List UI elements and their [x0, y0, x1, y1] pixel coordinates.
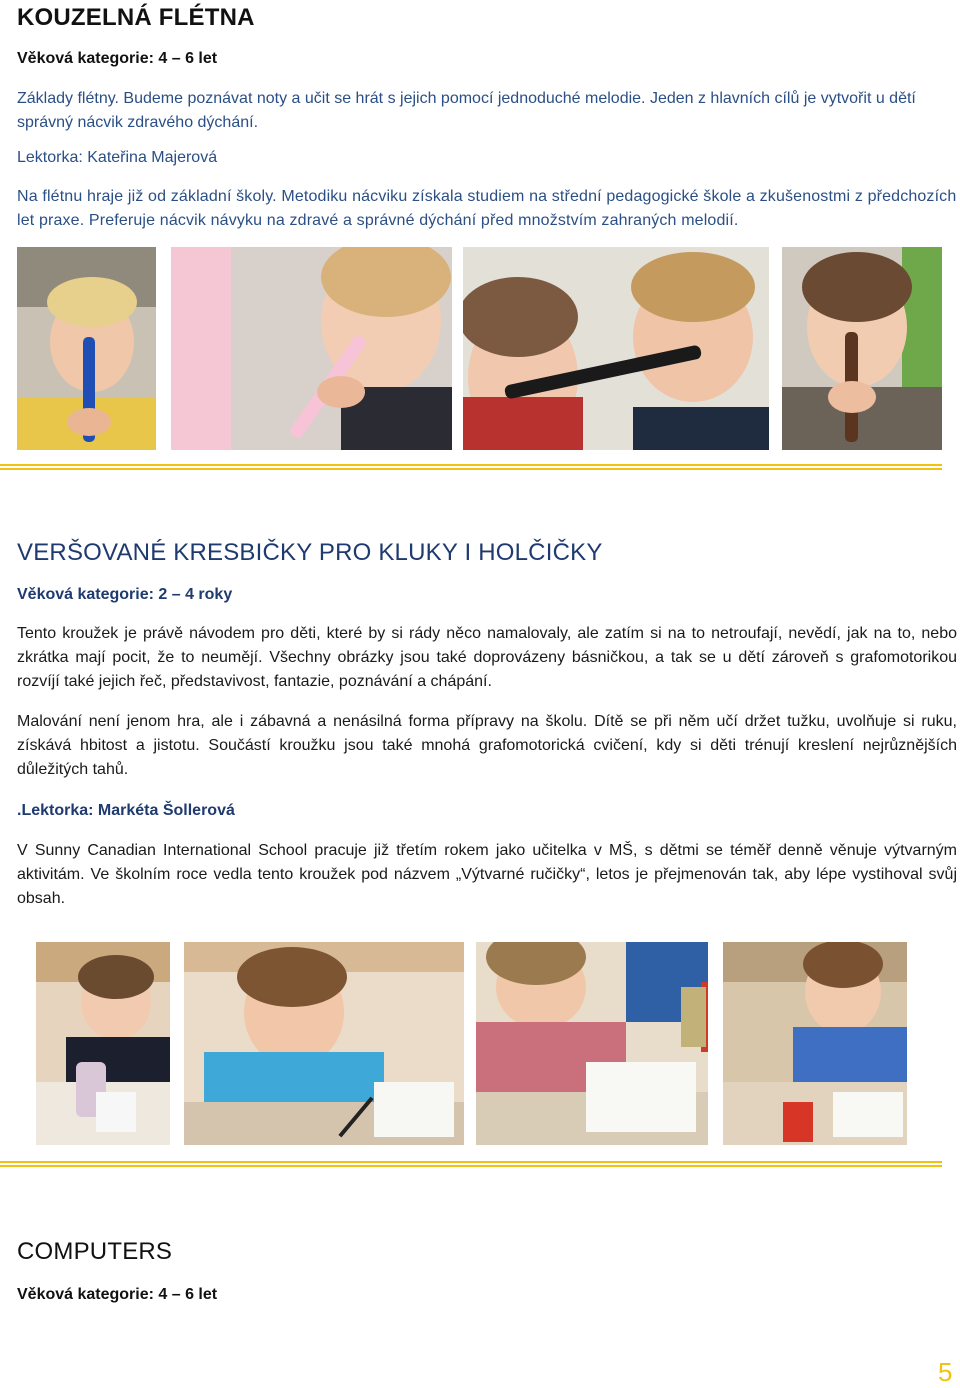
drawing-lecturer: .Lektorka: Markéta Šollerová [17, 802, 235, 819]
age-category-computers: Věková kategorie: 4 – 6 let [17, 1286, 218, 1303]
photo-boy-brown-recorder [782, 247, 942, 450]
photo-boy-glasses-drawing [476, 942, 708, 1145]
section-title-drawing: VERŠOVANÉ KRESBIČKY PRO KLUKY I HOLČIČKY [17, 539, 603, 566]
flute-lecturer: Lektorka: Kateřina Majerová [17, 149, 218, 166]
photo-kids-at-table [36, 942, 170, 1145]
section-divider-2 [0, 1161, 942, 1167]
page-number: 5 [938, 1357, 953, 1387]
drawing-paragraph-2: Malování není jenom hra, ale i zábavná a nenásilná forma přípravy na školu. Dítě se při něm učí držet tužku, uvolňuje si ruku, získává hbitost a jistotu. Součástí kroužku jsou také mnohá grafomotorická cvičení, kdy si děti trénují kreslení nejrůznějších důležitých tahů. [17, 713, 957, 778]
flute-description: Základy flétny. Budeme poznávat noty a učit se hrát s jejich pomocí jednoduché melodie. Jeden z hlavních cílů je vytvořit u dětí správný nácvik zdravého dýchání. [17, 90, 916, 131]
photo-boy-drawing [184, 942, 464, 1145]
photo-boy-blue-shirt [723, 942, 907, 1145]
drawing-lecturer-bio: V Sunny Canadian International School pracuje již třetím rokem jako učitelka v MŠ, s dětmi se téměř denně věnuje výtvarným aktivitám. Ve školním roce vedla tento kroužek pod názvem „Výtvarné ručičky“, letos je přejmenován tak, aby lépe vystihoval svůj obsah. [17, 842, 957, 907]
age-category-flute: Věková kategorie: 4 – 6 let [17, 50, 218, 67]
photo-two-kids-recorder [463, 247, 769, 450]
section-title-flute: KOUZELNÁ FLÉTNA [17, 4, 255, 31]
age-category-drawing: Věková kategorie: 2 – 4 roky [17, 586, 233, 603]
photo-girl-pink-recorder [171, 247, 452, 450]
photo-boy-blue-recorder [17, 247, 156, 450]
drawing-paragraph-1: Tento kroužek je právě návodem pro děti, které by si rády něco namalovaly, ale zatím si na to netroufají, nevědí, jak na to, nebo zkrátka mají pocit, že to neumějí. Všechny obrázky jsou také doprovázeny básničkou, a tak se u dětí zároveň s grafomotorikou rozvíjí také jejich řeč, představivost, fantazie, poznávání a chápání. [17, 625, 957, 690]
flute-lecturer-bio: Na flétnu hraje již od základní školy. Metodiku nácviku získala studiem na střední pedagogické škole a zkušenostmi z předchozích let praxe. Preferuje nácvik návyku na zdravé a správné dýchání před množstvím zahraných melodií. [17, 188, 957, 229]
section-divider [0, 464, 942, 470]
section-title-computers: COMPUTERS [17, 1238, 173, 1265]
